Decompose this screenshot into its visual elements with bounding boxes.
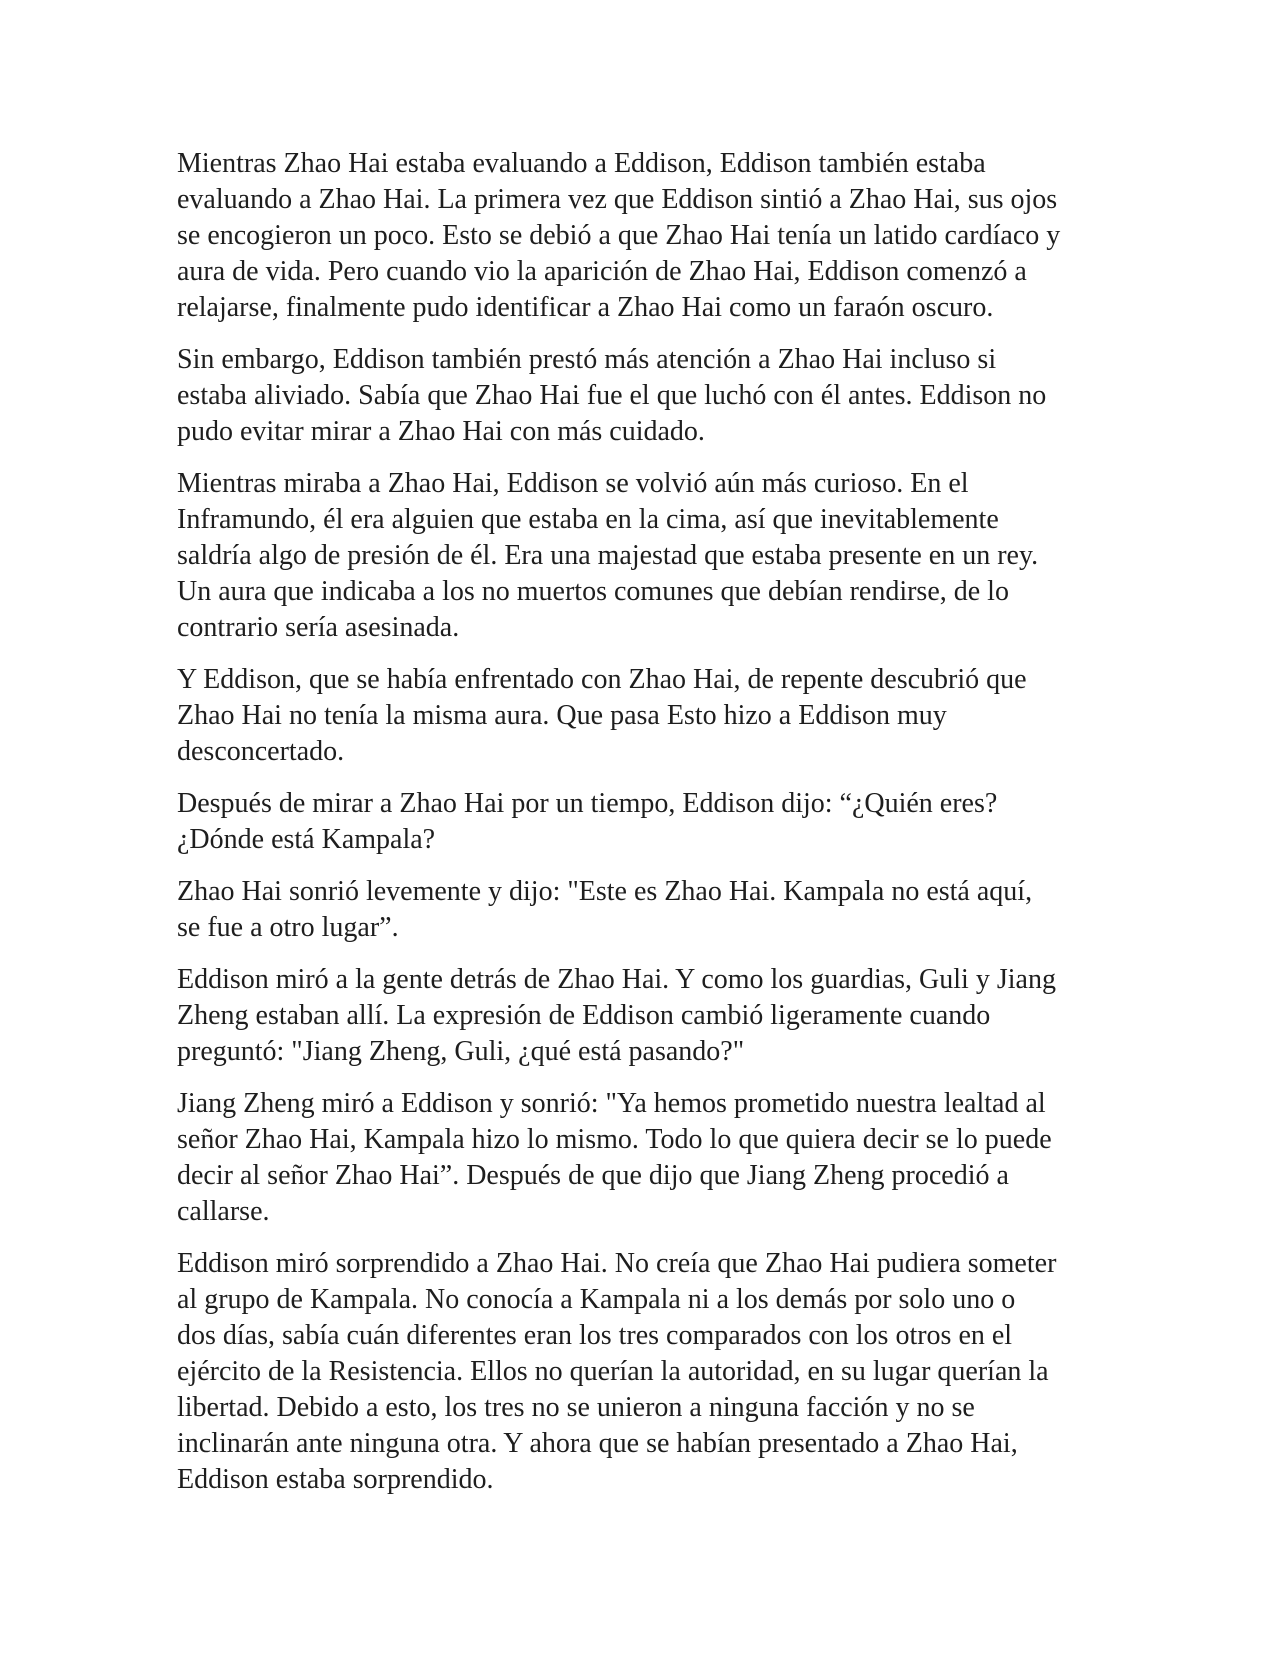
text-line: se fue a otro lugar”. (177, 912, 399, 943)
text-line: Mientras Zhao Hai estaba evaluando a Eddison, Eddison también estaba (177, 148, 986, 179)
text-line: Eddison miró sorprendido a Zhao Hai. No creía que Zhao Hai pudiera someter (177, 1248, 1057, 1279)
text-line: inclinarán ante ninguna otra. Y ahora que se habían presentado a Zhao Hai, (177, 1428, 1018, 1459)
text-line: ejército de la Resistencia. Ellos no querían la autoridad, en su lugar querían la (177, 1356, 1049, 1387)
paragraph (177, 342, 1117, 450)
paragraph (177, 1246, 1117, 1498)
text-line: contrario sería asesinada. (177, 612, 460, 643)
text-line: saldría algo de presión de él. Era una majestad que estaba presente en un rey. (177, 540, 1039, 571)
text-line: aura de vida. Pero cuando vio la aparición de Zhao Hai, Eddison comenzó a (177, 256, 1027, 287)
text-line: Eddison miró a la gente detrás de Zhao Hai. Y como los guardias, Guli y Jiang (177, 964, 1056, 995)
document-body (177, 146, 1117, 1514)
text-line: Mientras miraba a Zhao Hai, Eddison se volvió aún más curioso. En el (177, 468, 969, 499)
text-line: evaluando a Zhao Hai. La primera vez que Eddison sintió a Zhao Hai, sus ojos (177, 184, 1058, 215)
text-line: Sin embargo, Eddison también prestó más atención a Zhao Hai incluso si (177, 344, 997, 375)
paragraph (177, 786, 1117, 858)
paragraph (177, 466, 1117, 646)
text-line: Después de mirar a Zhao Hai por un tiempo, Eddison dijo: “¿Quién eres? (177, 788, 998, 819)
paragraph (177, 146, 1117, 326)
paragraph (177, 662, 1117, 770)
text-line: se encogieron un poco. Esto se debió a que Zhao Hai tenía un latido cardíaco y (177, 220, 1061, 251)
text-line: Zhao Hai no tenía la misma aura. Que pasa Esto hizo a Eddison muy (177, 700, 947, 731)
text-line: Y Eddison, que se había enfrentado con Zhao Hai, de repente descubrió que (177, 664, 1027, 695)
text-line: señor Zhao Hai, Kampala hizo lo mismo. Todo lo que quiera decir se lo puede (177, 1124, 1052, 1155)
paragraph (177, 874, 1117, 946)
paragraph (177, 962, 1117, 1070)
text-line: decir al señor Zhao Hai”. Después de que dijo que Jiang Zheng procedió a (177, 1160, 1009, 1191)
text-line: Inframundo, él era alguien que estaba en la cima, así que inevitablemente (177, 504, 999, 535)
text-line: estaba aliviado. Sabía que Zhao Hai fue el que luchó con él antes. Eddison no (177, 380, 1047, 411)
text-line: Un aura que indicaba a los no muertos comunes que debían rendirse, de lo (177, 576, 1009, 607)
text-line: libertad. Debido a esto, los tres no se unieron a ninguna facción y no se (177, 1392, 975, 1423)
text-line: ¿Dónde está Kampala? (177, 824, 436, 855)
text-line: Zheng estaban allí. La expresión de Eddison cambió ligeramente cuando (177, 1000, 991, 1031)
text-line: Zhao Hai sonrió levemente y dijo: "Este es Zhao Hai. Kampala no está aquí, (177, 876, 1033, 907)
text-line: al grupo de Kampala. No conocía a Kampala ni a los demás por solo uno o (177, 1284, 1016, 1315)
text-line: Jiang Zheng miró a Eddison y sonrió: "Ya hemos prometido nuestra lealtad al (177, 1088, 1046, 1119)
text-line: dos días, sabía cuán diferentes eran los tres comparados con los otros en el (177, 1320, 1013, 1351)
text-line: relajarse, finalmente pudo identificar a Zhao Hai como un faraón oscuro. (177, 292, 994, 323)
text-line: desconcertado. (177, 736, 345, 767)
text-line: preguntó: "Jiang Zheng, Guli, ¿qué está pasando?" (177, 1036, 745, 1067)
text-line: callarse. (177, 1196, 270, 1227)
paragraph (177, 1086, 1117, 1230)
text-line: Eddison estaba sorprendido. (177, 1464, 494, 1495)
text-line: pudo evitar mirar a Zhao Hai con más cuidado. (177, 416, 705, 447)
